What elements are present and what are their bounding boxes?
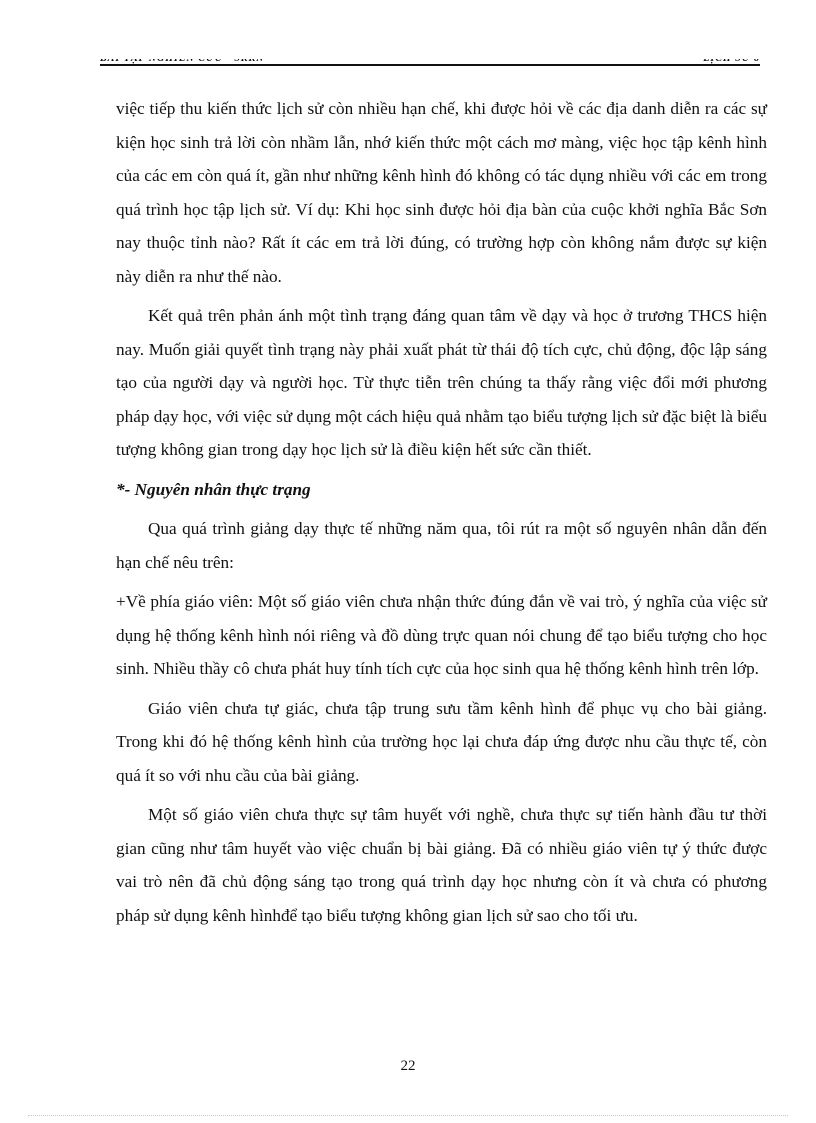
paragraph-3: Qua quá trình giảng dạy thực tế những năm qua, tôi rút ra một số nguyên nhân dẫn đến hạn chế nêu trên: <box>116 519 767 572</box>
page-bottom-border <box>28 1115 788 1116</box>
paragraph-2: Kết quả trên phản ánh một tình trạng đáng quan tâm về dạy và học ở trương THCS hiện nay. Muốn giải quyết tình trạng này phải xuất phát từ thái độ tích cực, chủ động, độc lập sáng tạo của người dạy và người học. Từ thực tiễn trên chúng ta thấy rằng việc đổi mới phương pháp dạy học, với việc sử dụng một cách hiệu quả nhằm tạo biểu tượng lịch sử đặc biệt là biểu tượng không gian trong dạy học lịch sử là điều kiện hết sức cần thiết. <box>116 306 767 459</box>
header-crop-mask <box>100 52 760 59</box>
paragraph-5: Giáo viên chưa tự giác, chưa tập trung sưu tầm kênh hình để phục vụ cho bài giảng. Trong khi đó hệ thống kênh hình của trường học lại chưa đáp ứng được nhu cầu thực tế, còn quá ít so với nhu cầu của bài giảng. <box>116 698 767 785</box>
section-heading: *- Nguyên nhân thực trạng <box>116 479 311 499</box>
document-body <box>116 92 767 932</box>
header-rule <box>100 64 760 66</box>
page-number: 22 <box>400 1058 416 1074</box>
paragraph-1: việc tiếp thu kiến thức lịch sử còn nhiều hạn chế, khi được hỏi về các địa danh diễn ra các sự kiện học sinh trả lời còn nhầm lẫn, nhớ kiến thức một cách mơ màng, việc học tập kênh hình của các em còn quá ít, gần như những kênh hình đó không có tác dụng nhiều với các em trong quá trình học tập lịch sử. Ví dụ: Khi học sinh được hỏi địa bàn của cuộc khởi nghĩa Bắc Sơn nay thuộc tỉnh nào? Rất ít các em trả lời đúng, có trường hợp còn không nắm được sự kiện này diễn ra như thế nào. <box>116 99 767 286</box>
paragraph-4: +Về phía giáo viên: Một số giáo viên chưa nhận thức đúng đắn về vai trò, ý nghĩa của việc sử dụng hệ thống kênh hình nói riêng và đồ dùng trực quan nói chung để tạo biểu tượng cho học sinh. Nhiều thầy cô chưa phát huy tính tích cực của học sinh qua hệ thống kênh hình trên lớp. <box>116 592 767 678</box>
paragraph-6: Một số giáo viên chưa thực sự tâm huyết với nghề, chưa thực sự tiến hành đầu tư thời gian cũng như tâm huyết vào việc chuẩn bị bài giảng. Đã có nhiều giáo viên tự ý thức được vai trò nên đã chủ động sáng tạo trong quá trình dạy học nhưng còn ít và chưa có phương pháp sử dụng kênh hìnhđể tạo biểu tượng không gian lịch sử sao cho tối ưu. <box>116 805 767 925</box>
page-header <box>100 52 760 68</box>
